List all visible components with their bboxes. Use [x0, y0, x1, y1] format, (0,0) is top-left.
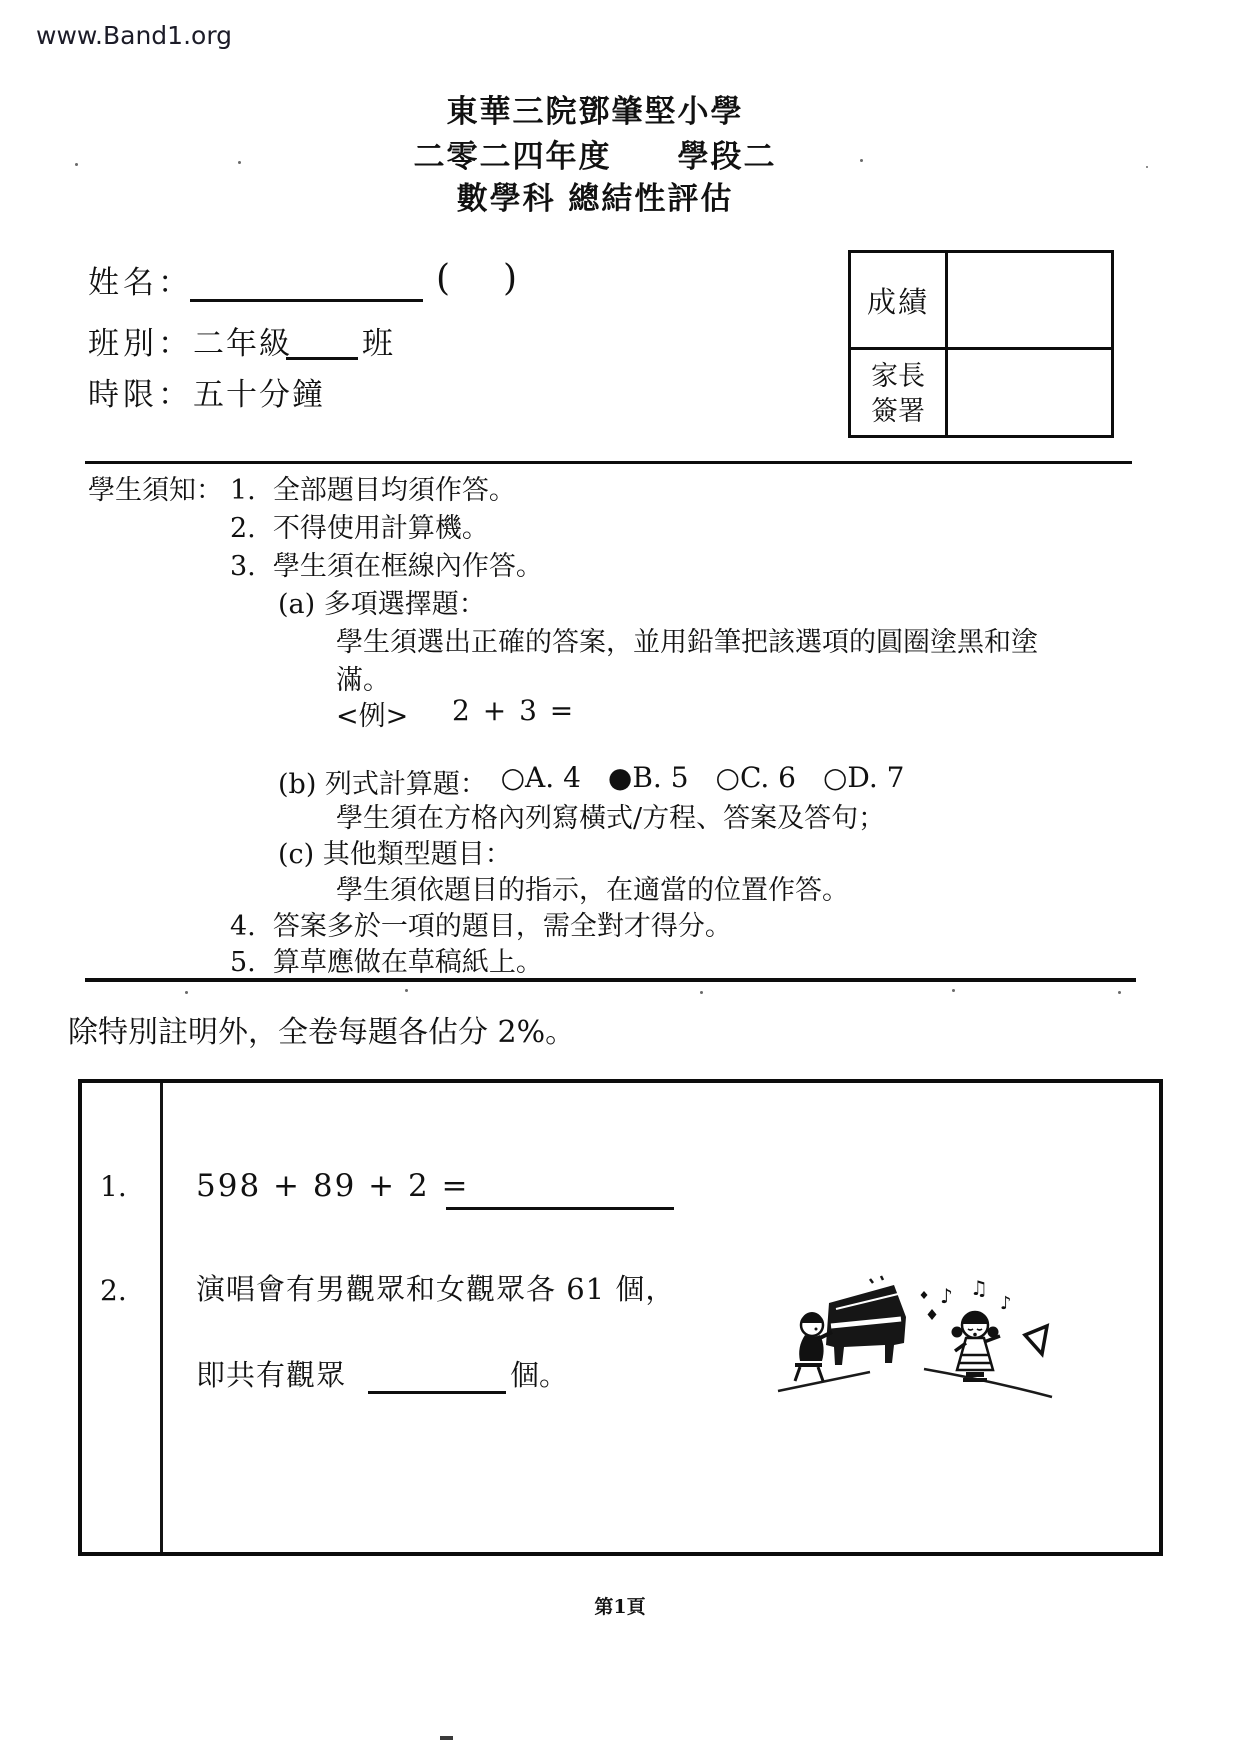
instruction-item-4: 4. 答案多於一項的題目，需全對才得分。	[230, 911, 732, 942]
svg-text:♫: ♫	[970, 1276, 988, 1300]
scan-speck	[405, 989, 408, 992]
question-frame	[78, 1079, 1163, 1556]
question-1-number: 1.	[100, 1170, 127, 1203]
music-notes-icon	[921, 1276, 1012, 1320]
instruction-item-2: 2. 不得使用計算機。	[230, 513, 489, 544]
watermark-url: www.Band1.org	[36, 21, 233, 50]
instructions-heading: 學生須知：	[88, 475, 223, 506]
question-1-equation: 598 + 89 + 2 =	[196, 1168, 470, 1204]
scan-speck	[185, 991, 188, 994]
class-label: 班別：	[88, 326, 193, 362]
year-term-title: 二零二四年度 學段二	[413, 139, 777, 175]
question-2-number: 2.	[100, 1274, 127, 1307]
instruction-item-3a-line2: 滿。	[336, 665, 390, 696]
example-equation: 2 + 3 =	[452, 694, 576, 727]
example-option-b: ●B. 5	[607, 761, 689, 794]
page-number-footer: 第1頁	[594, 1596, 646, 1618]
parent-signature-value-cell	[948, 350, 1114, 438]
example-option-c: ○C. 6	[715, 761, 796, 794]
class-grade-text: 二年級	[193, 326, 292, 362]
time-limit-value: 五十分鐘	[193, 377, 325, 413]
example-label: <例>	[336, 701, 409, 732]
instructions-bottom-rule	[85, 978, 1136, 982]
class-number-paren-open: (	[436, 258, 451, 299]
instruction-item-5: 5. 算草應做在草稿紙上。	[230, 947, 543, 978]
question-1-answer-blank	[446, 1207, 674, 1210]
concert-illustration	[774, 1273, 1054, 1408]
question-2-line2-suffix: 個。	[510, 1358, 569, 1392]
question-number-divider	[160, 1083, 163, 1552]
score-value-cell	[948, 253, 1114, 347]
scan-speck	[1118, 991, 1121, 994]
svg-text:♪: ♪	[940, 1284, 953, 1308]
piano-icon	[826, 1276, 906, 1365]
parent-sign-line2: 簽署	[871, 396, 925, 427]
question-2-line1: 演唱會有男觀眾和女觀眾各 61 個，	[196, 1272, 676, 1306]
example-option-d: ○D. 7	[823, 761, 905, 794]
scan-speck	[952, 989, 955, 992]
class-unit-text: 班	[362, 326, 393, 362]
instruction-item-3a-title: (a) 多項選擇題：	[278, 589, 486, 620]
instructions-top-rule	[85, 461, 1132, 464]
parent-signature-label-cell	[851, 350, 945, 438]
parent-sign-line1: 家長	[871, 360, 925, 392]
score-label-cell: 成績	[866, 284, 929, 319]
instruction-item-3a-line1: 學生須選出正確的答案，並用鉛筆把該選項的圓圈塗黑和塗	[336, 627, 1038, 658]
svg-text:♪: ♪	[1000, 1293, 1012, 1314]
singer-icon	[952, 1311, 1001, 1382]
time-limit-label: 時限：	[88, 377, 193, 413]
instruction-item-3c-title: (c) 其他類型題目：	[278, 839, 512, 870]
pianist-icon	[795, 1312, 832, 1381]
question-2-answer-blank	[368, 1391, 506, 1394]
marks-note: 除特別註明外，全卷每題各佔分 2%。	[68, 1015, 576, 1050]
instruction-item-3b-title: (b) 列式計算題：	[278, 769, 487, 800]
example-option-a: ○A. 4	[500, 761, 581, 794]
stage-floor-line	[778, 1372, 870, 1391]
score-signature-box	[848, 250, 1114, 438]
scan-speck	[700, 991, 703, 994]
class-blank-line	[286, 357, 358, 360]
stage-floor-line	[924, 1369, 1052, 1397]
question-2-line2-prefix: 即共有觀眾	[196, 1358, 347, 1392]
subject-title: 數學科 總結性評估	[456, 181, 734, 217]
name-blank-line	[190, 299, 423, 302]
name-label: 姓名：	[88, 265, 193, 301]
scan-speck	[1146, 166, 1148, 168]
triangle-instrument-icon	[1025, 1326, 1047, 1354]
instruction-item-3b-line1: 學生須在方格內列寫橫式/方程、答案及答句；	[336, 803, 886, 834]
school-name-title: 東華三院鄧肇堅小學	[446, 94, 744, 130]
instruction-item-3: 3. 學生須在框線內作答。	[230, 551, 543, 582]
class-number-paren-close: )	[503, 258, 518, 299]
scan-artifact-dash	[440, 1736, 453, 1740]
instruction-item-3c-line1: 學生須依題目的指示，在適當的位置作答。	[336, 875, 849, 906]
instruction-item-1: 1. 全部題目均須作答。	[230, 475, 516, 506]
